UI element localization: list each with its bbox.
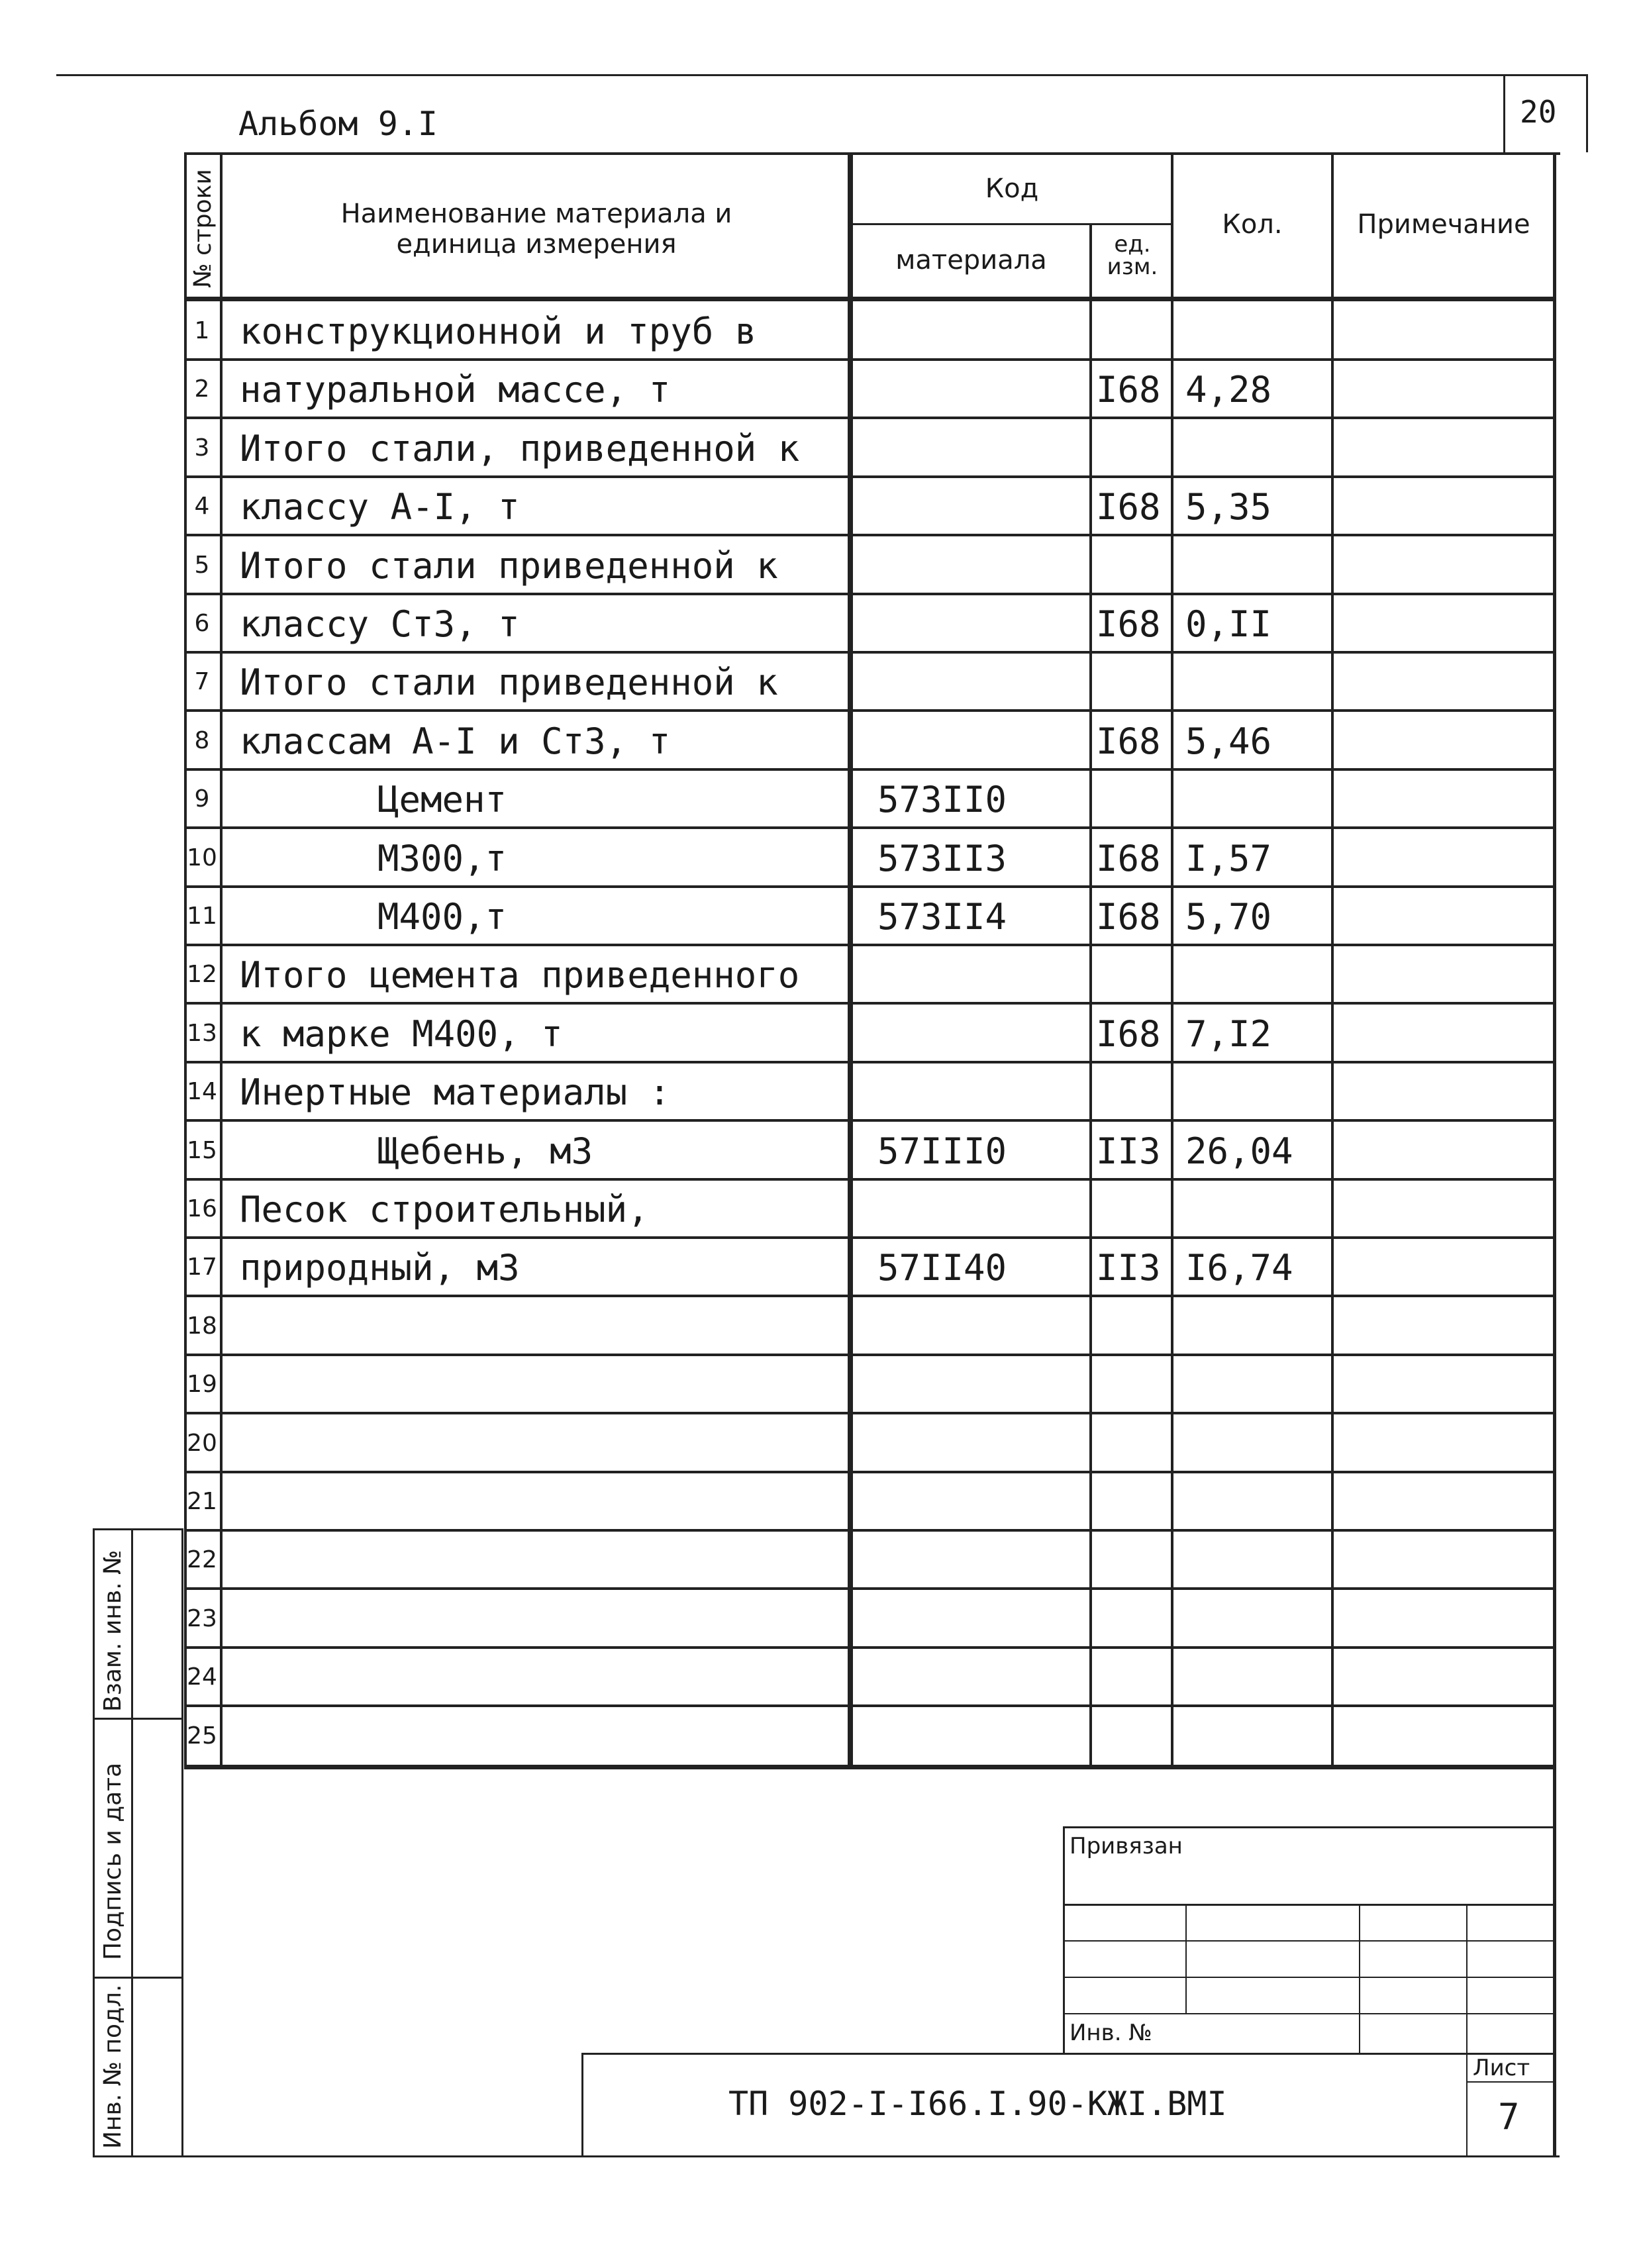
row-material-code: 57III0 xyxy=(877,1130,1007,1172)
row-name: Итого цемента приведенного xyxy=(240,954,800,996)
row-unit-code: I68 xyxy=(1096,838,1161,879)
row-divider xyxy=(184,1587,1556,1590)
row-name: Инертные материалы : xyxy=(240,1071,671,1113)
row-material-code: 57II40 xyxy=(877,1247,1007,1289)
row-number: 3 xyxy=(194,434,210,462)
row-unit-code: I68 xyxy=(1096,369,1161,411)
header-code-unit: ед. изм. xyxy=(1107,231,1158,280)
row-number: 17 xyxy=(187,1254,217,1281)
row-divider xyxy=(184,1236,1556,1239)
header-name: Наименование материала и единица измерения xyxy=(340,199,732,260)
row-number: 1 xyxy=(194,317,210,344)
row-qty: 7,I2 xyxy=(1185,1013,1272,1055)
row-divider xyxy=(184,1704,1556,1707)
row-number: 5 xyxy=(194,552,210,579)
row-name: классу Ст3, т xyxy=(240,603,520,645)
row-name: М400,т xyxy=(377,896,507,938)
row-divider xyxy=(184,1529,1556,1532)
row-divider xyxy=(184,1412,1556,1414)
row-qty: I6,74 xyxy=(1185,1247,1293,1289)
row-number: 2 xyxy=(194,375,210,403)
row-number: 22 xyxy=(187,1546,217,1573)
row-name: природный, м3 xyxy=(240,1247,520,1289)
row-qty: 5,46 xyxy=(1185,720,1272,762)
row-number: 24 xyxy=(187,1663,217,1691)
row-name: Итого стали, приведенной к xyxy=(240,428,800,469)
row-divider xyxy=(184,1061,1556,1063)
privyazan-label: Привязан xyxy=(1070,1833,1183,1859)
row-number: 19 xyxy=(187,1371,217,1398)
row-name: Песок строительный, xyxy=(240,1189,649,1230)
row-name: Щебень, м3 xyxy=(377,1130,593,1172)
row-divider xyxy=(184,1295,1556,1297)
row-number: 20 xyxy=(187,1430,217,1457)
row-unit-code: II3 xyxy=(1096,1130,1161,1172)
row-number: 16 xyxy=(187,1195,217,1222)
row-qty: 0,II xyxy=(1185,603,1272,645)
row-number: 4 xyxy=(194,493,210,520)
row-number: 23 xyxy=(187,1605,217,1632)
row-divider xyxy=(184,768,1556,771)
sheet-number: 7 xyxy=(1498,2096,1520,2138)
row-material-code: 573II3 xyxy=(877,838,1007,879)
header-row-no: № строки xyxy=(189,169,217,288)
row-qty: 5,35 xyxy=(1185,486,1272,528)
row-number: 11 xyxy=(187,903,217,930)
row-name: конструкционной и труб в xyxy=(240,311,757,352)
row-divider xyxy=(184,826,1556,829)
document-code: ТП 902-I-I66.I.90-КЖI.ВМI xyxy=(728,2085,1227,2123)
row-material-code: 573II0 xyxy=(877,779,1007,820)
side-vzam: Взам. инв. № xyxy=(99,1550,126,1712)
row-number: 8 xyxy=(194,727,210,754)
side-inv-podl: Инв. № подл. xyxy=(99,1984,126,2149)
row-divider xyxy=(184,1646,1556,1649)
row-number: 18 xyxy=(187,1312,217,1340)
row-divider xyxy=(184,1471,1556,1473)
header-note: Примечание xyxy=(1357,209,1530,240)
row-divider xyxy=(184,885,1556,888)
header-code-material: материала xyxy=(895,245,1047,275)
row-divider xyxy=(184,1354,1556,1356)
row-divider xyxy=(184,944,1556,946)
row-divider xyxy=(184,593,1556,595)
row-material-code: 573II4 xyxy=(877,896,1007,938)
row-divider xyxy=(184,358,1556,361)
row-name: классам А-I и Ст3, т xyxy=(240,720,671,762)
row-qty: 5,70 xyxy=(1185,896,1272,938)
row-qty: 26,04 xyxy=(1185,1130,1293,1172)
page-number: 20 xyxy=(1520,94,1557,130)
row-name: классу А-I, т xyxy=(240,486,520,528)
row-divider xyxy=(184,475,1556,478)
row-unit-code: II3 xyxy=(1096,1247,1161,1289)
header-code: Код xyxy=(985,173,1039,204)
row-name: Итого стали приведенной к xyxy=(240,545,778,587)
row-qty: I,57 xyxy=(1185,838,1272,879)
sheet-label: Лист xyxy=(1473,2055,1530,2081)
row-divider xyxy=(184,534,1556,536)
row-number: 14 xyxy=(187,1078,217,1105)
row-name: к марке М400, т xyxy=(240,1013,563,1055)
row-number: 9 xyxy=(194,785,210,813)
row-number: 25 xyxy=(187,1722,217,1750)
row-number: 7 xyxy=(194,668,210,695)
row-divider xyxy=(184,1178,1556,1181)
row-number: 12 xyxy=(187,961,217,988)
row-unit-code: I68 xyxy=(1096,603,1161,645)
row-number: 15 xyxy=(187,1137,217,1164)
row-unit-code: I68 xyxy=(1096,1013,1161,1055)
row-name: Цемент xyxy=(377,779,507,820)
row-unit-code: I68 xyxy=(1096,486,1161,528)
row-divider xyxy=(184,417,1556,419)
side-podpis: Подпись и дата xyxy=(99,1762,126,1960)
row-divider xyxy=(184,1002,1556,1005)
row-number: 13 xyxy=(187,1020,217,1047)
row-divider xyxy=(184,1119,1556,1122)
row-unit-code: I68 xyxy=(1096,720,1161,762)
album-title: Альбом 9.I xyxy=(238,105,438,143)
row-divider xyxy=(184,709,1556,712)
inv-no-label: Инв. № xyxy=(1070,2020,1152,2046)
row-number: 6 xyxy=(194,610,210,637)
row-unit-code: I68 xyxy=(1096,896,1161,938)
row-qty: 4,28 xyxy=(1185,369,1272,411)
row-number: 10 xyxy=(187,844,217,871)
row-divider xyxy=(184,651,1556,654)
row-name: натуральной массе, т xyxy=(240,369,671,411)
row-name: Итого стали приведенной к xyxy=(240,662,778,703)
header-qty: Кол. xyxy=(1222,209,1283,240)
row-number: 21 xyxy=(187,1488,217,1515)
row-name: М300,т xyxy=(377,838,507,879)
